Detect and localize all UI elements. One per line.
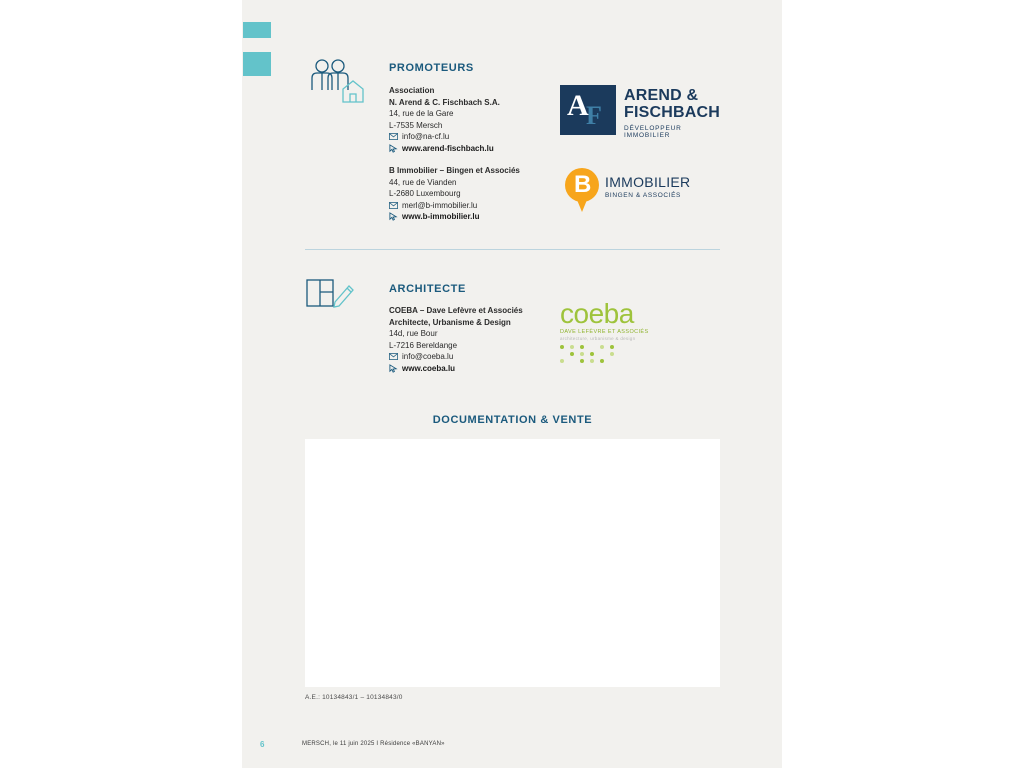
ae-reference-note: A.E.: 10134843/1 – 10134843/0: [305, 694, 403, 701]
b-immobilier-logo: [565, 168, 725, 224]
entry-email-row: [389, 200, 559, 212]
bi-tagline: BINGEN & ASSOCIÉS: [605, 192, 681, 199]
af-monogram: [560, 85, 616, 135]
entry-website[interactable]: www.arend-fischbach.lu: [402, 143, 494, 153]
af-title-line1: AREND &: [624, 87, 699, 104]
af-wordmark: [624, 87, 720, 139]
coeba-subtitle-1: DAVE LEFÈVRE ET ASSOCIÉS: [560, 329, 649, 335]
cursor-click-icon: [389, 144, 398, 153]
bi-letter-b: B: [574, 171, 592, 198]
entry-address-line2: L-2680 Luxembourg: [389, 189, 461, 198]
footer-text: MERSCH, le 11 juin 2025 I Résidence «BANYAN»: [302, 741, 445, 747]
entry-address-line2: L-7216 Bereldange: [389, 340, 458, 350]
coeba-wordmark: coeba: [560, 298, 634, 329]
bi-wordmark: [605, 174, 690, 199]
entry-email[interactable]: info@na-cf.lu: [402, 132, 450, 141]
documentation-content-box: [305, 439, 720, 687]
af-tagline: DÉVELOPPEUR IMMOBILIER: [624, 125, 682, 139]
envelope-icon: [389, 352, 398, 361]
entry-email[interactable]: merl@b-immobilier.lu: [402, 200, 478, 210]
entry-website-row: [389, 211, 559, 223]
envelope-icon: [389, 132, 398, 141]
section-heading-documentation: DOCUMENTATION & VENTE: [432, 414, 593, 426]
af-letter-f: F: [586, 101, 602, 130]
floorplan-pencil-icon: [305, 272, 359, 316]
entry-website-row: [389, 363, 559, 375]
bi-title: IMMOBILIER: [605, 174, 691, 190]
entry-name-line1: B Immobilier – Bingen et Associés: [389, 166, 520, 175]
section-divider: [305, 249, 720, 250]
coeba-subtitle-2: architecture, urbanisme & design: [560, 336, 636, 341]
promoteur-entry-1: [389, 85, 559, 154]
af-title-line2: FISCHBACH: [624, 104, 721, 121]
entry-name-line2: N. Arend & C. Fischbach S.A.: [389, 97, 500, 107]
entry-name-line1: COEBA – Dave Lefèvre et Associés: [389, 306, 523, 315]
entry-address-line2: L-7535 Mersch: [389, 120, 443, 130]
arend-fischbach-logo: [560, 85, 720, 141]
entry-name-line2: Architecte, Urbanisme & Design: [389, 317, 511, 327]
entry-email-row: [389, 131, 559, 143]
entry-email[interactable]: info@coeba.lu: [402, 352, 454, 361]
entry-address-line1: 14d, rue Bour: [389, 329, 438, 338]
entry-address-line1: 44, rue de Vianden: [389, 177, 457, 187]
promoteur-entry-2: [389, 165, 559, 223]
footer-page-number: 6: [260, 740, 265, 749]
two-people-house-icon: [305, 56, 367, 108]
cursor-click-icon: [389, 364, 398, 373]
map-pin-icon: [565, 168, 599, 214]
cursor-click-icon: [389, 212, 398, 221]
section-heading-architecte: ARCHITECTE: [389, 283, 466, 295]
entry-website[interactable]: www.b-immobilier.lu: [402, 212, 480, 221]
entry-website-row: [389, 143, 559, 155]
entry-address-line1: 14, rue de la Gare: [389, 109, 454, 118]
decorative-square-top: [243, 22, 271, 38]
entry-name-line1: Association: [389, 86, 435, 95]
entry-email-row: [389, 351, 559, 363]
decorative-square-bottom: [243, 52, 271, 76]
entry-website[interactable]: www.coeba.lu: [402, 363, 456, 373]
envelope-icon: [389, 201, 398, 210]
section-heading-promoteurs: PROMOTEURS: [389, 62, 474, 74]
af-letter-a: A: [567, 89, 589, 122]
coeba-logo: [560, 300, 650, 370]
architecte-entry-1: [389, 305, 559, 374]
coeba-dot-pattern: [560, 345, 636, 363]
